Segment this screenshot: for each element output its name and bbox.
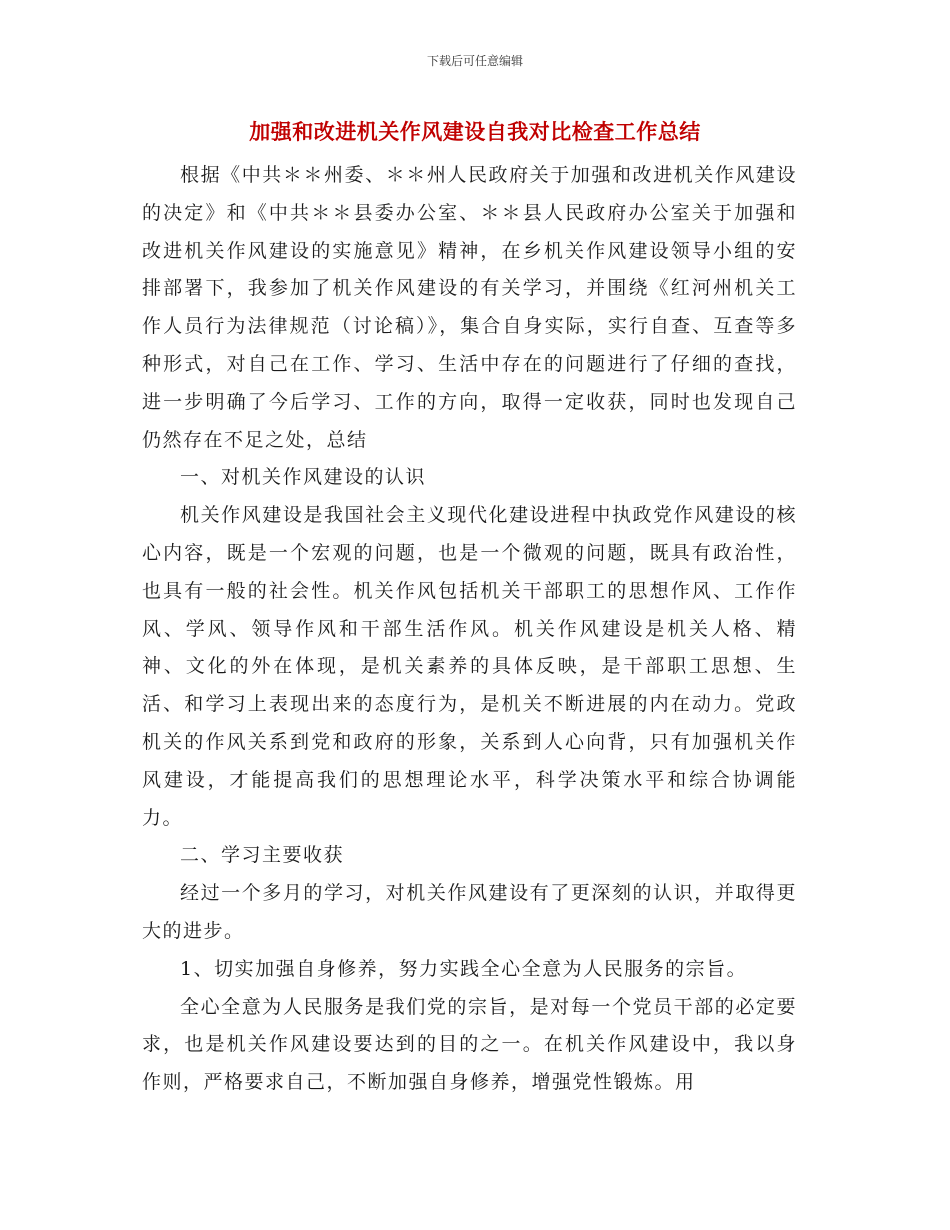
intro-paragraph: 根据《中共＊＊州委、＊＊州人民政府关于加强和改进机关作风建设的决定》和《中共＊＊县委办公室、＊＊县人民政府办公室关于加强和改进机关作风建设的实施意见》精神，在乡机关作风建设领导小组的安排部署下，我参加了机关作风建设的有关学习，并围绕《红河州机关工作人员行为法律规范（讨论稿）》，集合自身实际，实行自查、互查等多种形式，对自己在工作、学习、生活中存在的问题进行了仔细的查找，进一步明确了今后学习、工作的方向，取得一定收获，同时也发现自己仍然存在不足之处，总结 xyxy=(142,164,797,451)
page-header: 下载后可任意编辑 xyxy=(426,54,523,68)
document-title: 加强和改进机关作风建设自我对比检查工作总结 xyxy=(249,119,701,144)
section-heading-1: 一、对机关作风建设的认识 xyxy=(180,466,427,489)
subsection-heading-1: 1、切实加强自身修养，努力实践全心全意为人民服务的宗旨。 xyxy=(180,957,748,980)
document-body xyxy=(142,157,797,1102)
section-2-paragraph: 经过一个多月的学习，对机关作风建设有了更深刻的认识，并取得更大的进步。 xyxy=(142,882,797,942)
section-heading-2: 二、学习主要收获 xyxy=(180,844,345,867)
subsection-1-paragraph: 全心全意为人民服务是我们党的宗旨，是对每一个党员干部的必定要求，也是机关作风建设要达到的目的之一。在机关作风建设中，我以身作则，严格要求自己，不断加强自身修养，增强党性锻炼。用 xyxy=(142,995,797,1094)
section-1-paragraph: 机关作风建设是我国社会主义现代化建设进程中执政党作风建设的核心内容，既是一个宏观的问题，也是一个微观的问题，既具有政治性，也具有一般的社会性。机关作风包括机关干部职工的思想作风、工作作风、学风、领导作风和干部生活作风。机关作风建设是机关人格、精神、文化的外在体现，是机关素养的具体反映，是干部职工思想、生活、和学习上表现出来的态度行为，是机关不断进展的内在动力。党政机关的作风关系到党和政府的形象，关系到人心向背，只有加强机关作风建设，才能提高我们的思想理论水平，科学决策水平和综合协调能力。 xyxy=(142,504,797,829)
